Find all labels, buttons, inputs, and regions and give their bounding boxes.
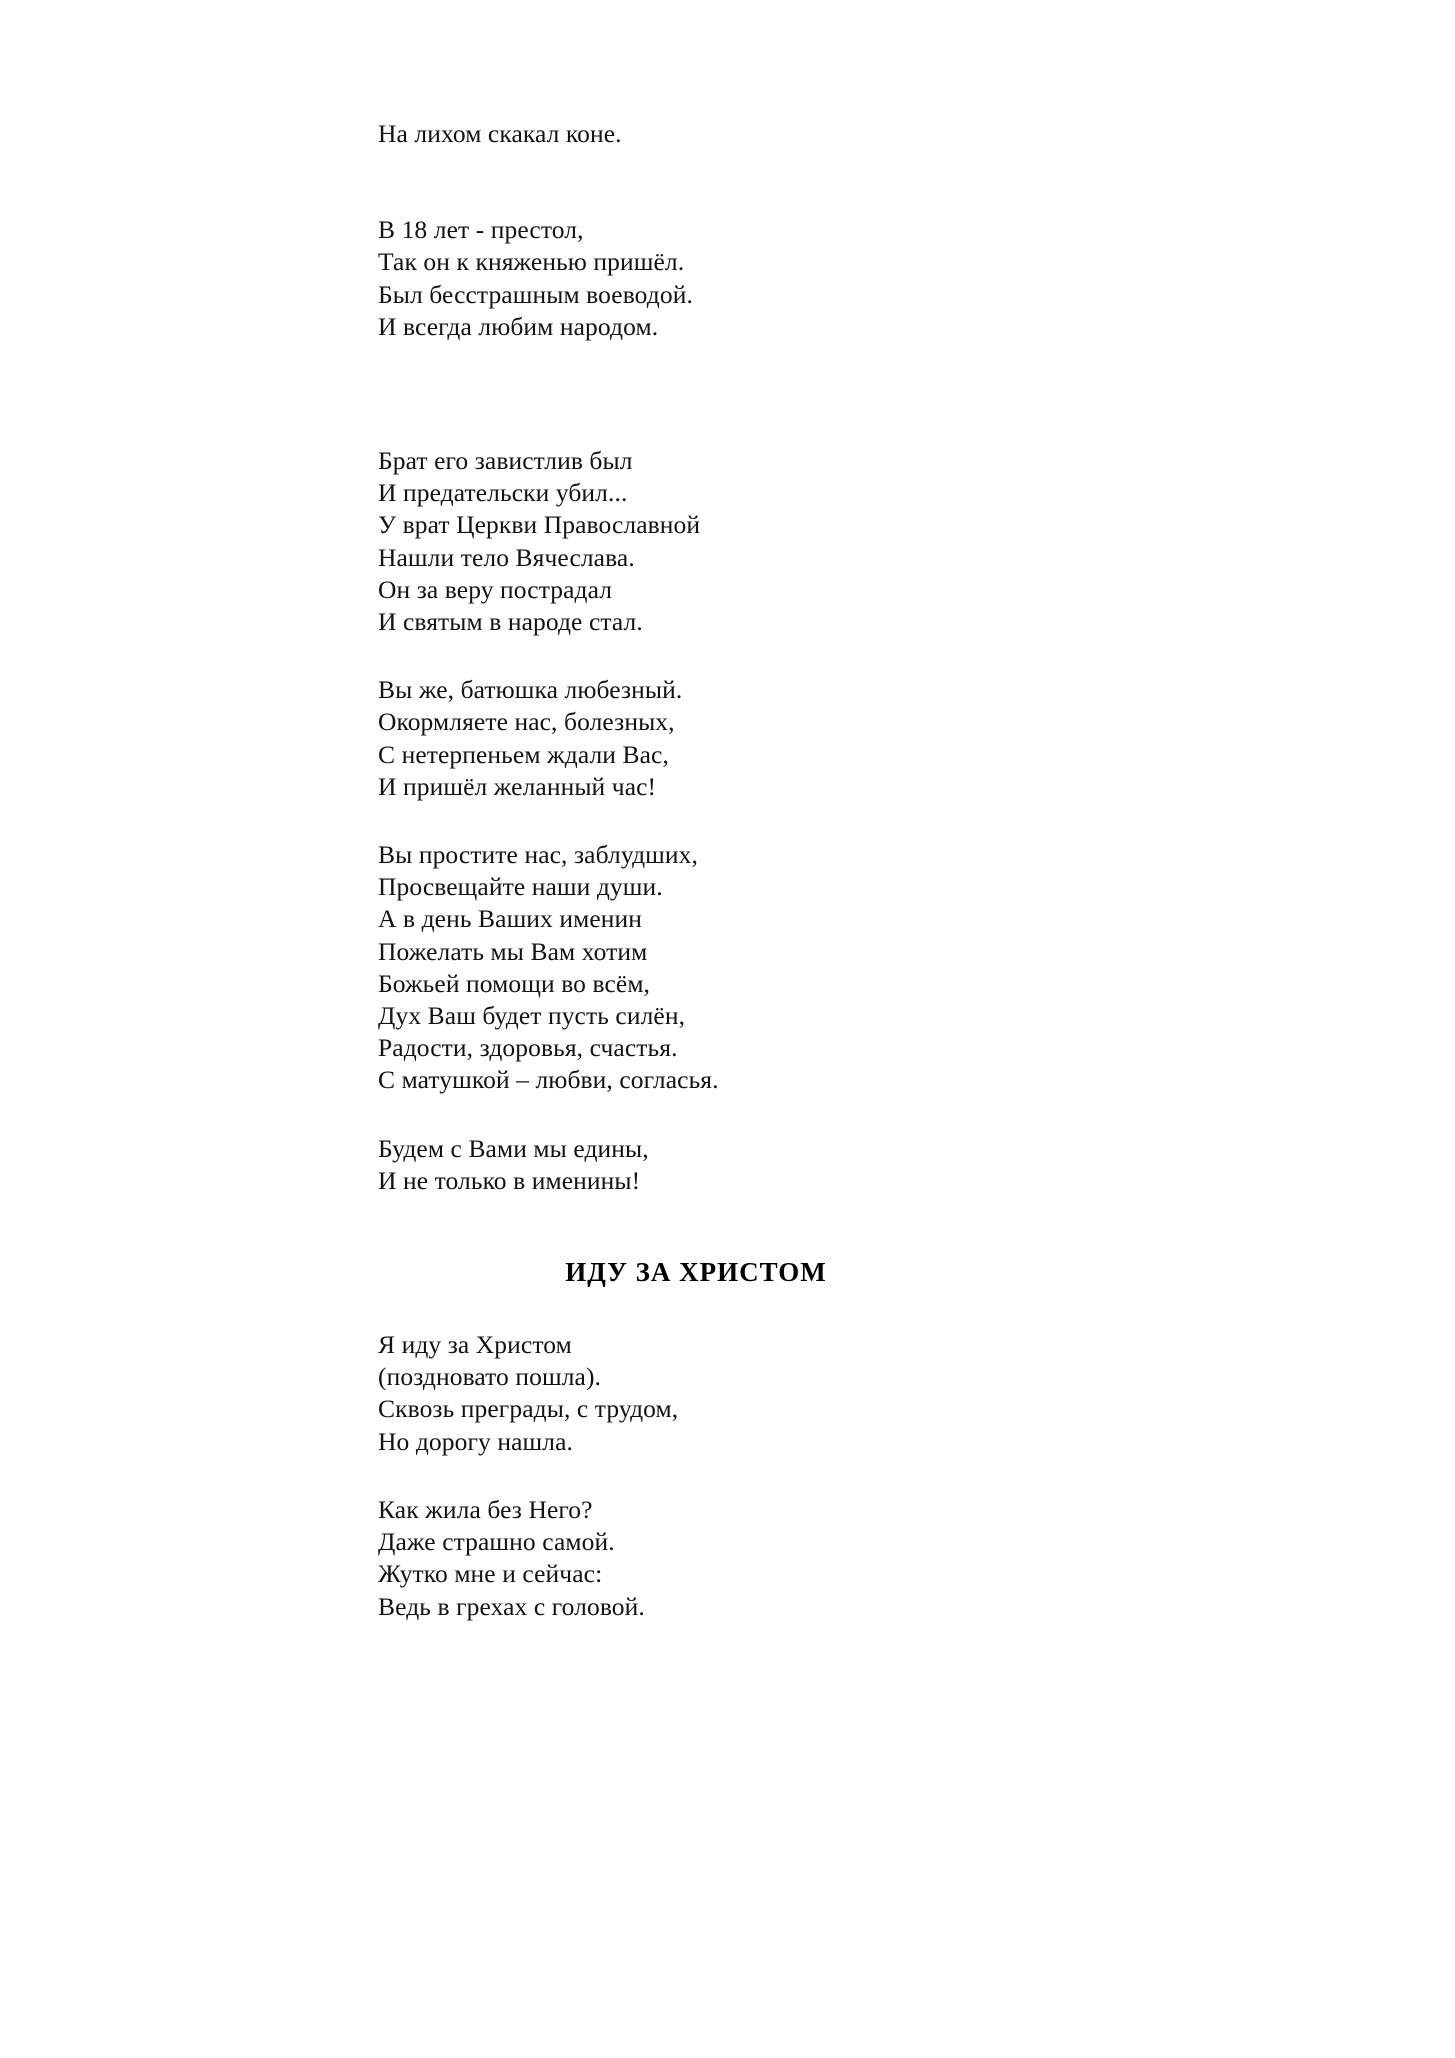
poem-line: Будем с Вами мы едины, xyxy=(378,1133,649,1163)
stanza-spacer xyxy=(378,638,1078,674)
poem-line: В 18 лет - престол, xyxy=(378,215,584,245)
stanza-7 xyxy=(378,1329,1078,1458)
stanza-spacer xyxy=(378,803,1078,839)
poem-line: Сквозь преграды, с трудом, xyxy=(378,1394,679,1424)
poem-line: Так он к княженью пришёл. xyxy=(378,247,685,277)
stanza-spacer xyxy=(378,1097,1078,1133)
poem-line: Окормляете нас, болезных, xyxy=(378,707,675,737)
poem-line: И пришёл желанный час! xyxy=(378,771,657,801)
stanza-4 xyxy=(378,674,1078,803)
poem-line: И предательски убил... xyxy=(378,478,628,508)
poem-line: И не только в именины! xyxy=(378,1165,641,1195)
stanza-spacer xyxy=(378,1458,1078,1494)
poem-line: Жутко мне и сейчас: xyxy=(378,1559,603,1589)
poem-line: (поздновато пошла). xyxy=(378,1362,602,1392)
poem-line: Дух Ваш будет пусть силён, xyxy=(378,1001,686,1031)
poem-line: А в день Ваших именин xyxy=(378,904,643,934)
title-spacer xyxy=(378,1197,1078,1255)
poem-text-column xyxy=(378,118,1078,1623)
poem-line: Он за веру пострадал xyxy=(378,574,613,604)
poem-line: С матушкой – любви, согласья. xyxy=(378,1065,719,1095)
stanza-6 xyxy=(378,1133,1078,1197)
poem-line: Был бесстрашным воеводой. xyxy=(378,279,693,309)
stanza-spacer xyxy=(378,413,1078,445)
stanza-1 xyxy=(378,118,1078,150)
poem-line: Брат его завистлив был xyxy=(378,446,633,476)
stanza-2 xyxy=(378,214,1078,343)
stanza-spacer xyxy=(378,150,1078,214)
title-spacer xyxy=(378,1289,1078,1329)
poem-line: Божьей помощи во всём, xyxy=(378,968,651,998)
poem-line: Даже страшно самой. xyxy=(378,1527,615,1557)
poem-line: Просвещайте наши души. xyxy=(378,872,663,902)
stanza-3 xyxy=(378,445,1078,638)
poem-line: Я иду за Христом xyxy=(378,1330,572,1360)
poem-line: Вы же, батюшка любезный. xyxy=(378,675,683,705)
poem-line: Радости, здоровья, счастья. xyxy=(378,1033,678,1063)
poem-line: Как жила без Него? xyxy=(378,1494,593,1524)
stanza-8 xyxy=(378,1494,1078,1623)
poem-line: Но дорогу нашла. xyxy=(378,1426,573,1456)
poem-line: Пожелать мы Вам хотим xyxy=(378,936,648,966)
poem-line: И святым в народе стал. xyxy=(378,607,643,637)
stanza-spacer xyxy=(378,343,1078,413)
poem-line: Нашли тело Вячеслава. xyxy=(378,542,635,572)
poem-line: У врат Церкви Православной xyxy=(378,510,701,540)
poem-line: На лихом скакал коне. xyxy=(378,119,622,148)
poem-line: Ведь в грехах с головой. xyxy=(378,1591,645,1621)
poem-line: С нетерпеньем ждали Вас, xyxy=(378,739,669,769)
poem-line: Вы простите нас, заблудших, xyxy=(378,840,698,870)
stanza-5 xyxy=(378,839,1078,1097)
poem-line: И всегда любим народом. xyxy=(378,311,659,341)
poem-title: ИДУ ЗА ХРИСТОМ xyxy=(565,1257,827,1288)
